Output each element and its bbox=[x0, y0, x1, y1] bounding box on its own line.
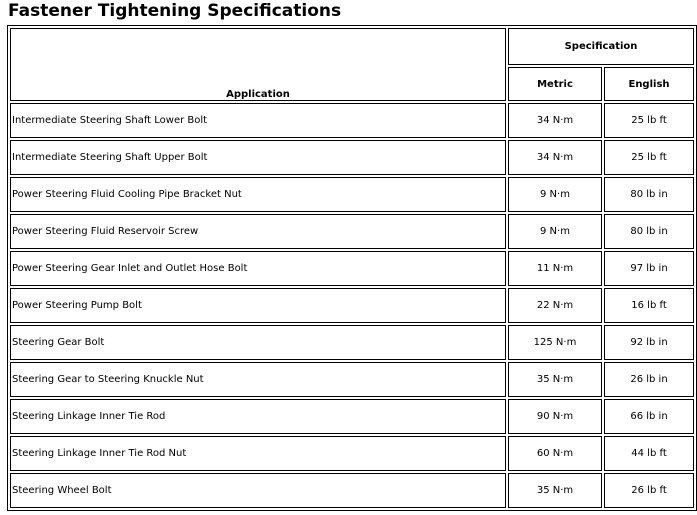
english-cell: 92 lb in bbox=[604, 325, 694, 360]
english-cell: 66 lb in bbox=[604, 399, 694, 434]
metric-cell: 35 N·m bbox=[508, 473, 602, 508]
table-row bbox=[10, 325, 694, 360]
metric-cell: 34 N·m bbox=[508, 103, 602, 138]
metric-cell: 22 N·m bbox=[508, 288, 602, 323]
metric-cell: 11 N·m bbox=[508, 251, 602, 286]
table-row bbox=[10, 140, 694, 175]
table-row bbox=[10, 214, 694, 249]
table-row bbox=[10, 177, 694, 212]
metric-header: Metric bbox=[508, 67, 602, 101]
table-row bbox=[10, 362, 694, 397]
table-row bbox=[10, 288, 694, 323]
application-cell: Steering Gear Bolt bbox=[10, 325, 506, 360]
english-cell: 25 lb ft bbox=[604, 103, 694, 138]
english-cell: 26 lb in bbox=[604, 362, 694, 397]
metric-cell: 9 N·m bbox=[508, 177, 602, 212]
english-cell: 26 lb ft bbox=[604, 473, 694, 508]
application-cell: Intermediate Steering Shaft Upper Bolt bbox=[10, 140, 506, 175]
spec-rows bbox=[10, 103, 694, 508]
application-cell: Intermediate Steering Shaft Lower Bolt bbox=[10, 103, 506, 138]
fastener-spec-table bbox=[7, 25, 697, 511]
english-cell: 25 lb ft bbox=[604, 140, 694, 175]
english-cell: 80 lb in bbox=[604, 177, 694, 212]
application-header: Application bbox=[10, 28, 506, 101]
application-cell: Power Steering Gear Inlet and Outlet Hose Bolt bbox=[10, 251, 506, 286]
table-row bbox=[10, 473, 694, 508]
application-cell: Steering Linkage Inner Tie Rod bbox=[10, 399, 506, 434]
metric-cell: 125 N·m bbox=[508, 325, 602, 360]
english-cell: 16 lb ft bbox=[604, 288, 694, 323]
metric-cell: 35 N·m bbox=[508, 362, 602, 397]
table-row bbox=[10, 436, 694, 471]
english-cell: 80 lb in bbox=[604, 214, 694, 249]
metric-cell: 60 N·m bbox=[508, 436, 602, 471]
specification-header: Specification bbox=[508, 28, 694, 65]
english-header: English bbox=[604, 67, 694, 101]
table-row bbox=[10, 251, 694, 286]
application-cell: Power Steering Fluid Cooling Pipe Bracket Nut bbox=[10, 177, 506, 212]
english-cell: 97 lb in bbox=[604, 251, 694, 286]
application-cell: Steering Linkage Inner Tie Rod Nut bbox=[10, 436, 506, 471]
metric-cell: 34 N·m bbox=[508, 140, 602, 175]
metric-cell: 90 N·m bbox=[508, 399, 602, 434]
table-row bbox=[10, 103, 694, 138]
table-row bbox=[10, 399, 694, 434]
application-cell: Steering Wheel Bolt bbox=[10, 473, 506, 508]
page-title: Fastener Tightening Specifications bbox=[8, 1, 342, 21]
english-cell: 44 lb ft bbox=[604, 436, 694, 471]
application-cell: Steering Gear to Steering Knuckle Nut bbox=[10, 362, 506, 397]
metric-cell: 9 N·m bbox=[508, 214, 602, 249]
application-cell: Power Steering Pump Bolt bbox=[10, 288, 506, 323]
application-cell: Power Steering Fluid Reservoir Screw bbox=[10, 214, 506, 249]
